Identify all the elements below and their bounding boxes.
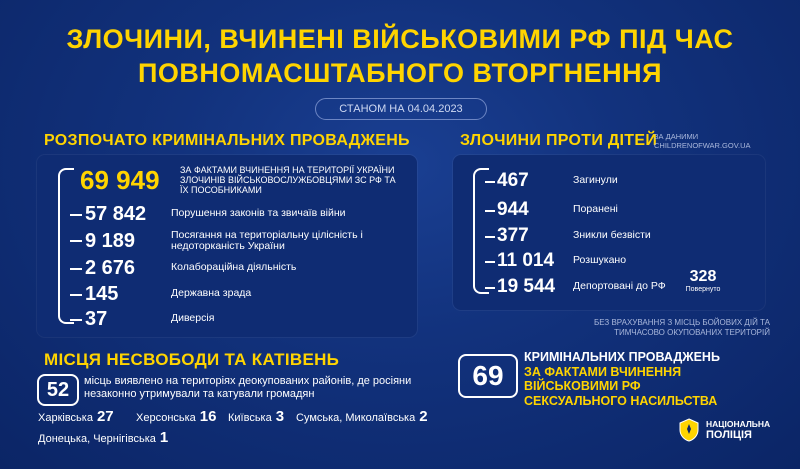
children-item-desc: Поранені (573, 203, 618, 216)
page-title (0, 22, 800, 90)
children-item-value: 377 (497, 225, 529, 246)
region-item (296, 408, 428, 425)
police-logo (678, 418, 770, 442)
region-value: 16 (199, 408, 217, 425)
tick (70, 294, 82, 296)
tick (70, 214, 82, 216)
region-name: Донецька, Чернігівська (38, 433, 156, 445)
region-item (228, 408, 284, 425)
criminal-item-value: 37 (85, 307, 108, 330)
region-item (136, 408, 216, 425)
logo-line-2: ПОЛІЦІЯ (706, 429, 752, 441)
children-item-desc: Зникли безвісти (573, 229, 651, 242)
criminal-total-desc: ЗА ФАКТАМИ ВЧИНЕННЯ НА ТЕРИТОРІЇ УКРАЇНИ ЗЛОЧИНІВ ВІЙСЬКОВОСЛУЖБОВЦЯМИ ЗС РФ ТА ЇХ ПОСОБНИКАМИ (180, 165, 396, 195)
children-item (497, 199, 757, 221)
region-value: 1 (159, 429, 169, 446)
region-name: Херсонська (136, 412, 196, 424)
criminal-item-desc: Колабораційна діяльність (171, 261, 297, 274)
title-line-1: ЗЛОЧИНИ, ВЧИНЕНІ ВІЙСЬКОВИМИ РФ ПІД ЧАС (66, 24, 734, 54)
sexual-line-4: СЕКСУАЛЬНОГО НАСИЛЬСТВА (524, 393, 718, 408)
children-item-value: 19 544 (497, 276, 556, 297)
region-value: 2 (419, 408, 428, 425)
tick (485, 236, 495, 238)
sexual-line-2: ЗА ФАКТАМИ ВЧИНЕННЯ (524, 364, 682, 379)
children-item (497, 170, 757, 192)
region-item (38, 408, 114, 425)
sexual-text (524, 350, 754, 408)
title-line-2: ПОВНОМАСШТАБНОГО ВТОРГНЕННЯ (137, 58, 663, 88)
criminal-item (85, 256, 410, 280)
children-note: БЕЗ ВРАХУВАННЯ З МІСЦЬ БОЙОВИХ ДІЙ ТА ТИМЧАСОВО ОКУПОВАНИХ ТЕРИТОРІЙ (594, 318, 770, 337)
criminal-item-desc: Посягання на територіальну цілісність і недоторканість України (171, 228, 363, 252)
criminal-item-value: 9 189 (85, 229, 136, 252)
returned-label: Повернуто (685, 286, 721, 293)
criminal-total-value: 69 949 (80, 164, 160, 195)
criminal-item-value: 2 676 (85, 256, 136, 279)
detention-desc: місць виявлено на територіях деокупованих районів, де росіяни незаконно утримували та катували громадян (84, 375, 412, 400)
children-source: ЗА ДАНИМИ CHILDRENOFWAR.GOV.UA (654, 132, 751, 150)
region-name: Сумська, Миколаївська (296, 412, 416, 424)
sexual-line-1: КРИМІНАЛЬНИХ ПРОВАДЖЕНЬ (524, 350, 720, 364)
criminal-item (85, 282, 410, 306)
criminal-item (85, 228, 410, 254)
criminal-item (85, 307, 410, 331)
children-item-desc: Розшукано (573, 254, 627, 267)
sexual-count: 69 (458, 354, 518, 398)
detention-heading: МІСЦЯ НЕСВОБОДИ ТА КАТІВЕНЬ (44, 350, 340, 369)
children-item-desc: Загинули (573, 174, 618, 187)
region-value: 3 (275, 408, 285, 425)
date-badge: СТАНОМ НА 04.04.2023 (315, 98, 487, 120)
region-name: Київська (228, 412, 272, 424)
children-bracket (473, 168, 489, 294)
tick (485, 261, 495, 263)
logo-line-1: НАЦІОНАЛЬНА (706, 419, 771, 429)
region-name: Харківська (38, 412, 93, 424)
region-value: 27 (96, 408, 114, 425)
tick (70, 240, 82, 242)
criminal-item-value: 57 842 (85, 202, 147, 225)
children-item-value: 467 (497, 170, 529, 191)
detention-count: 52 (37, 374, 79, 406)
criminal-heading: РОЗПОЧАТО КРИМІНАЛЬНИХ ПРОВАДЖЕНЬ (44, 132, 410, 149)
children-item-value: 944 (497, 199, 529, 220)
children-item (497, 225, 757, 247)
tick (485, 287, 495, 289)
sexual-line-3: ВІЙСЬКОВИМИ РФ (524, 379, 641, 393)
children-item-desc: Депортовані до РФ (573, 280, 666, 293)
tick (70, 268, 82, 270)
tick (70, 319, 82, 321)
criminal-item (85, 202, 410, 226)
criminal-bracket (58, 168, 74, 324)
criminal-item-value: 145 (85, 282, 119, 305)
children-item-value: 11 014 (497, 250, 555, 271)
criminal-total-row (80, 162, 410, 198)
tick (485, 210, 495, 212)
children-heading: ЗЛОЧИНИ ПРОТИ ДІТЕЙ (460, 132, 658, 149)
criminal-item-desc: Державна зрада (171, 287, 252, 300)
tick (485, 181, 495, 183)
police-emblem-icon (678, 418, 700, 442)
returned-block (678, 268, 728, 294)
region-item (38, 429, 168, 446)
children-item (497, 276, 687, 298)
returned-value: 328 (689, 268, 717, 285)
criminal-item-desc: Порушення законів та звичаїв війни (171, 207, 346, 220)
criminal-item-desc: Диверсія (171, 312, 215, 325)
